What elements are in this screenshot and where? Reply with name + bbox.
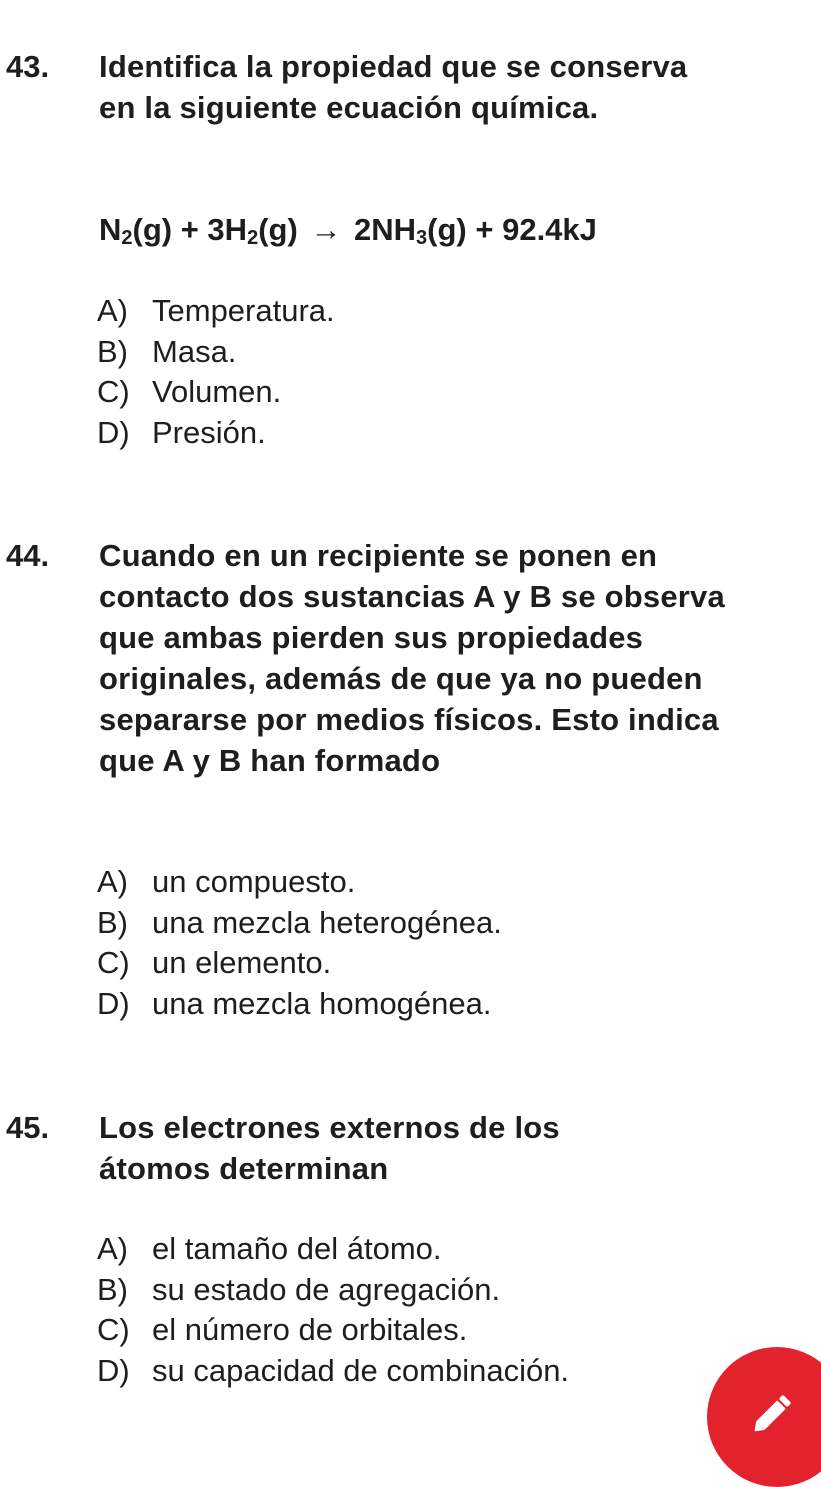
option-letter: B) bbox=[97, 904, 128, 940]
option-text: Presión. bbox=[152, 414, 266, 450]
option-letter: B) bbox=[97, 333, 128, 369]
option-letter: B) bbox=[97, 1271, 128, 1307]
option-a[interactable] bbox=[97, 862, 502, 903]
option-b[interactable] bbox=[97, 1270, 569, 1311]
option-letter: A) bbox=[97, 293, 128, 328]
option-text: el número de orbitales. bbox=[152, 1312, 468, 1347]
reaction-arrow: → bbox=[310, 212, 342, 247]
option-a[interactable] bbox=[97, 291, 335, 332]
option-text: Temperatura. bbox=[152, 293, 335, 328]
option-text: una mezcla homogénea. bbox=[152, 985, 492, 1021]
option-text: el tamaño del átomo. bbox=[152, 1231, 442, 1266]
options-list bbox=[97, 862, 502, 1024]
question-text: Los electrones externos de los átomos determinan bbox=[99, 1110, 560, 1186]
question-text: Cuando en un recipiente se ponen en contacto dos sustancias A y B se observa que ambas pierden sus propiedades originales, además de que ya no pueden separarse por medios físicos. Esto indica que A y B han formado bbox=[99, 538, 725, 778]
edit-button[interactable] bbox=[707, 1347, 821, 1487]
option-text: su capacidad de combinación. bbox=[152, 1352, 570, 1388]
eq-h-sub: 2 bbox=[247, 227, 259, 249]
option-b[interactable] bbox=[97, 332, 335, 373]
option-text: Masa. bbox=[152, 333, 237, 369]
option-a[interactable] bbox=[97, 1229, 569, 1270]
option-letter: D) bbox=[97, 985, 130, 1021]
options-list bbox=[97, 291, 335, 453]
eq-g1: (g) + 3H bbox=[132, 212, 248, 247]
eq-n: N bbox=[99, 212, 122, 247]
option-text: una mezcla heterogénea. bbox=[152, 904, 502, 940]
eq-n-sub: 2 bbox=[121, 227, 133, 249]
option-c[interactable] bbox=[97, 372, 335, 413]
option-letter: C) bbox=[97, 374, 130, 409]
option-text: su estado de agregación. bbox=[152, 1271, 501, 1307]
question-number: 45. bbox=[6, 1110, 50, 1145]
question-number: 43. bbox=[6, 49, 50, 84]
options-list bbox=[97, 1229, 569, 1391]
option-d[interactable] bbox=[97, 413, 335, 454]
eq-nh: 2NH bbox=[354, 212, 417, 247]
chemical-equation bbox=[99, 209, 597, 250]
option-text: un elemento. bbox=[152, 945, 332, 980]
option-letter: C) bbox=[97, 1312, 130, 1347]
eq-tail: (g) + 92.4kJ bbox=[427, 212, 597, 247]
option-c[interactable] bbox=[97, 943, 502, 984]
eq-nh-sub: 3 bbox=[416, 227, 428, 249]
option-text: Volumen. bbox=[152, 374, 282, 409]
option-letter: A) bbox=[97, 1231, 128, 1266]
option-letter: D) bbox=[97, 414, 130, 450]
pencil-icon bbox=[749, 1389, 797, 1437]
option-d[interactable] bbox=[97, 984, 502, 1025]
option-b[interactable] bbox=[97, 903, 502, 944]
question-text: Identifica la propiedad que se conserva en la siguiente ecuación química. bbox=[99, 49, 688, 125]
option-letter: D) bbox=[97, 1352, 130, 1388]
option-text: un compuesto. bbox=[152, 864, 356, 899]
option-d[interactable] bbox=[97, 1351, 569, 1392]
option-letter: A) bbox=[97, 864, 128, 899]
option-c[interactable] bbox=[97, 1310, 569, 1351]
option-letter: C) bbox=[97, 945, 130, 980]
question-number: 44. bbox=[6, 538, 50, 573]
eq-g2: (g) bbox=[258, 212, 298, 247]
